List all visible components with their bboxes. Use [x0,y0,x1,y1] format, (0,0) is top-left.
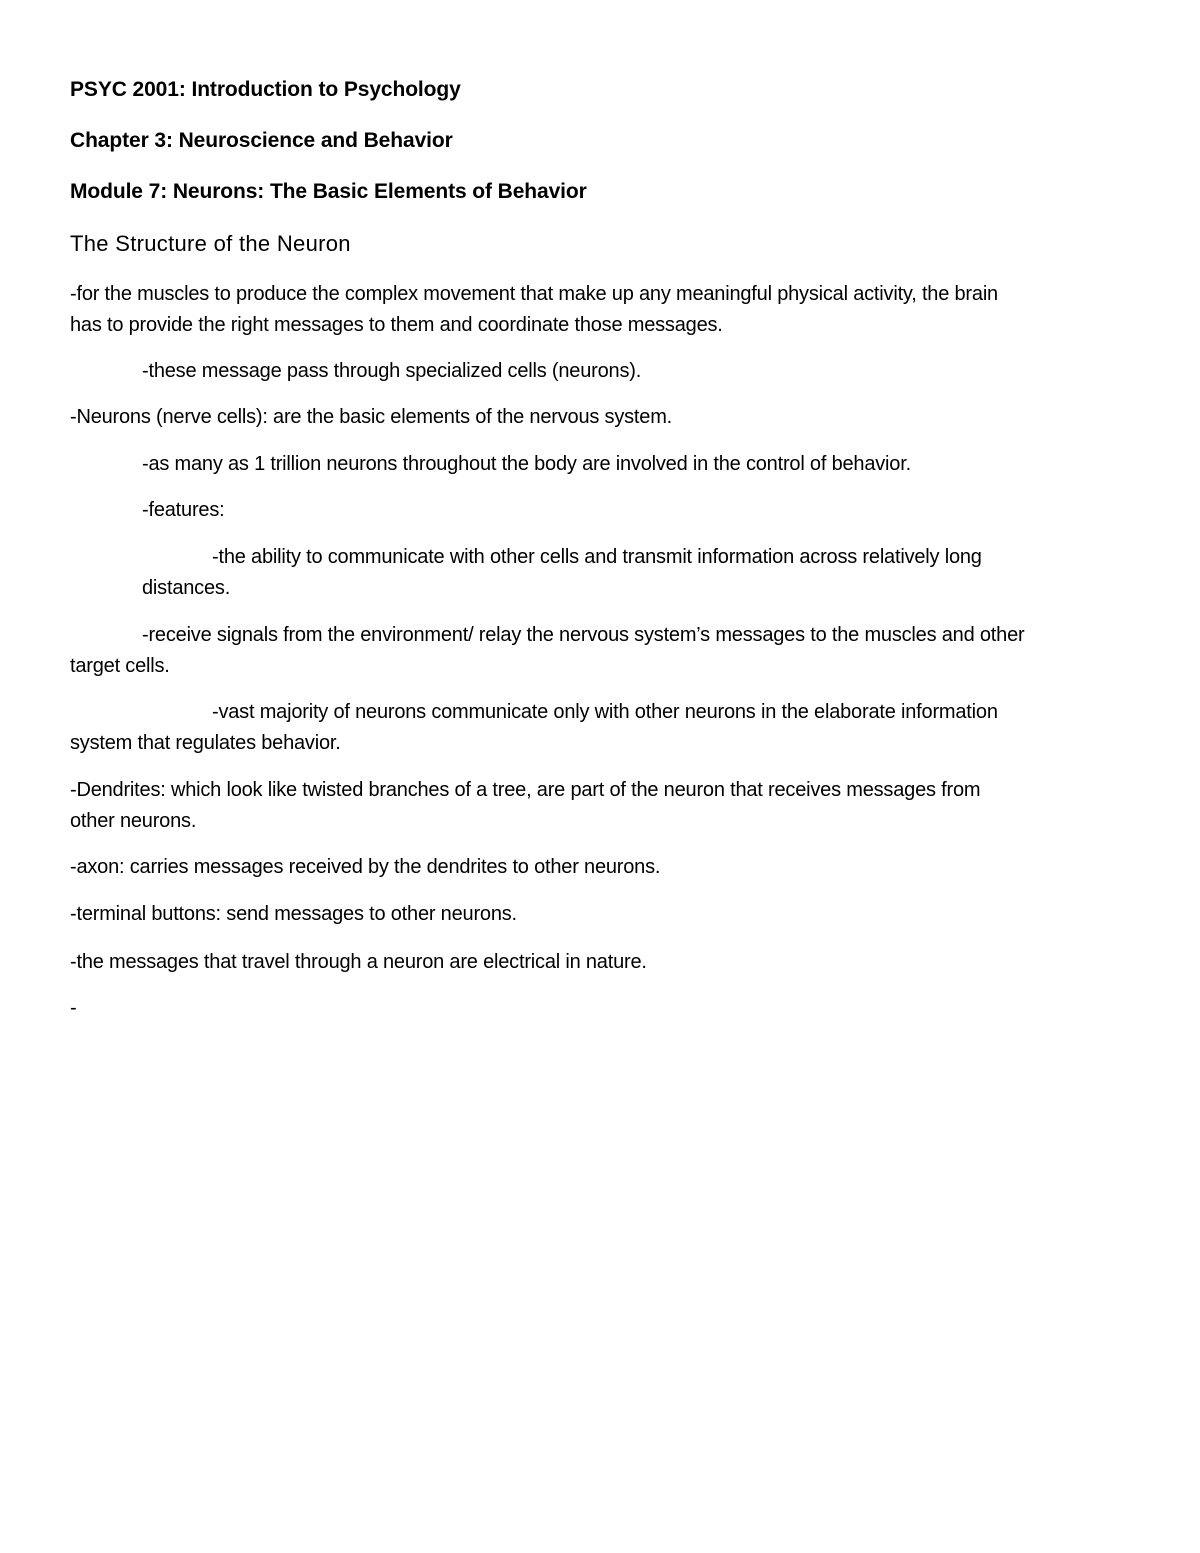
module-title: Module 7: Neurons: The Basic Elements of Behavior [70,180,587,203]
body-line: target cells. [70,655,170,677]
body-line: -Dendrites: which look like twisted branches of a tree, are part of the neuron that receives messages from [70,779,981,801]
body-line: other neurons. [70,810,197,832]
body-line: -these message pass through specialized cells (neurons). [142,360,642,382]
body-line: -the messages that travel through a neuron are electrical in nature. [70,951,647,973]
section-heading: The Structure of the Neuron [70,231,351,256]
body-line: system that regulates behavior. [70,732,341,754]
body-line: -Neurons (nerve cells): are the basic elements of the nervous system. [70,406,673,428]
body-line: has to provide the right messages to them and coordinate those messages. [70,314,723,336]
body-line: -as many as 1 trillion neurons throughout the body are involved in the control of behavior. [142,453,911,475]
body-line: -the ability to communicate with other cells and transmit information across relatively long [212,546,982,568]
body-line: -axon: carries messages received by the dendrites to other neurons. [70,856,661,878]
body-line: -vast majority of neurons communicate only with other neurons in the elaborate information [212,701,998,723]
body-line: -features: [142,499,225,521]
body-line: -terminal buttons: send messages to other neurons. [70,903,517,925]
course-title: PSYC 2001: Introduction to Psychology [70,78,461,101]
body-line: - [70,997,77,1019]
body-line: distances. [142,577,231,599]
chapter-title: Chapter 3: Neuroscience and Behavior [70,129,453,152]
body-line: -for the muscles to produce the complex movement that make up any meaningful physical activity, the brain [70,283,998,305]
body-line: -receive signals from the environment/ relay the nervous system’s messages to the muscles and other [142,624,1025,646]
